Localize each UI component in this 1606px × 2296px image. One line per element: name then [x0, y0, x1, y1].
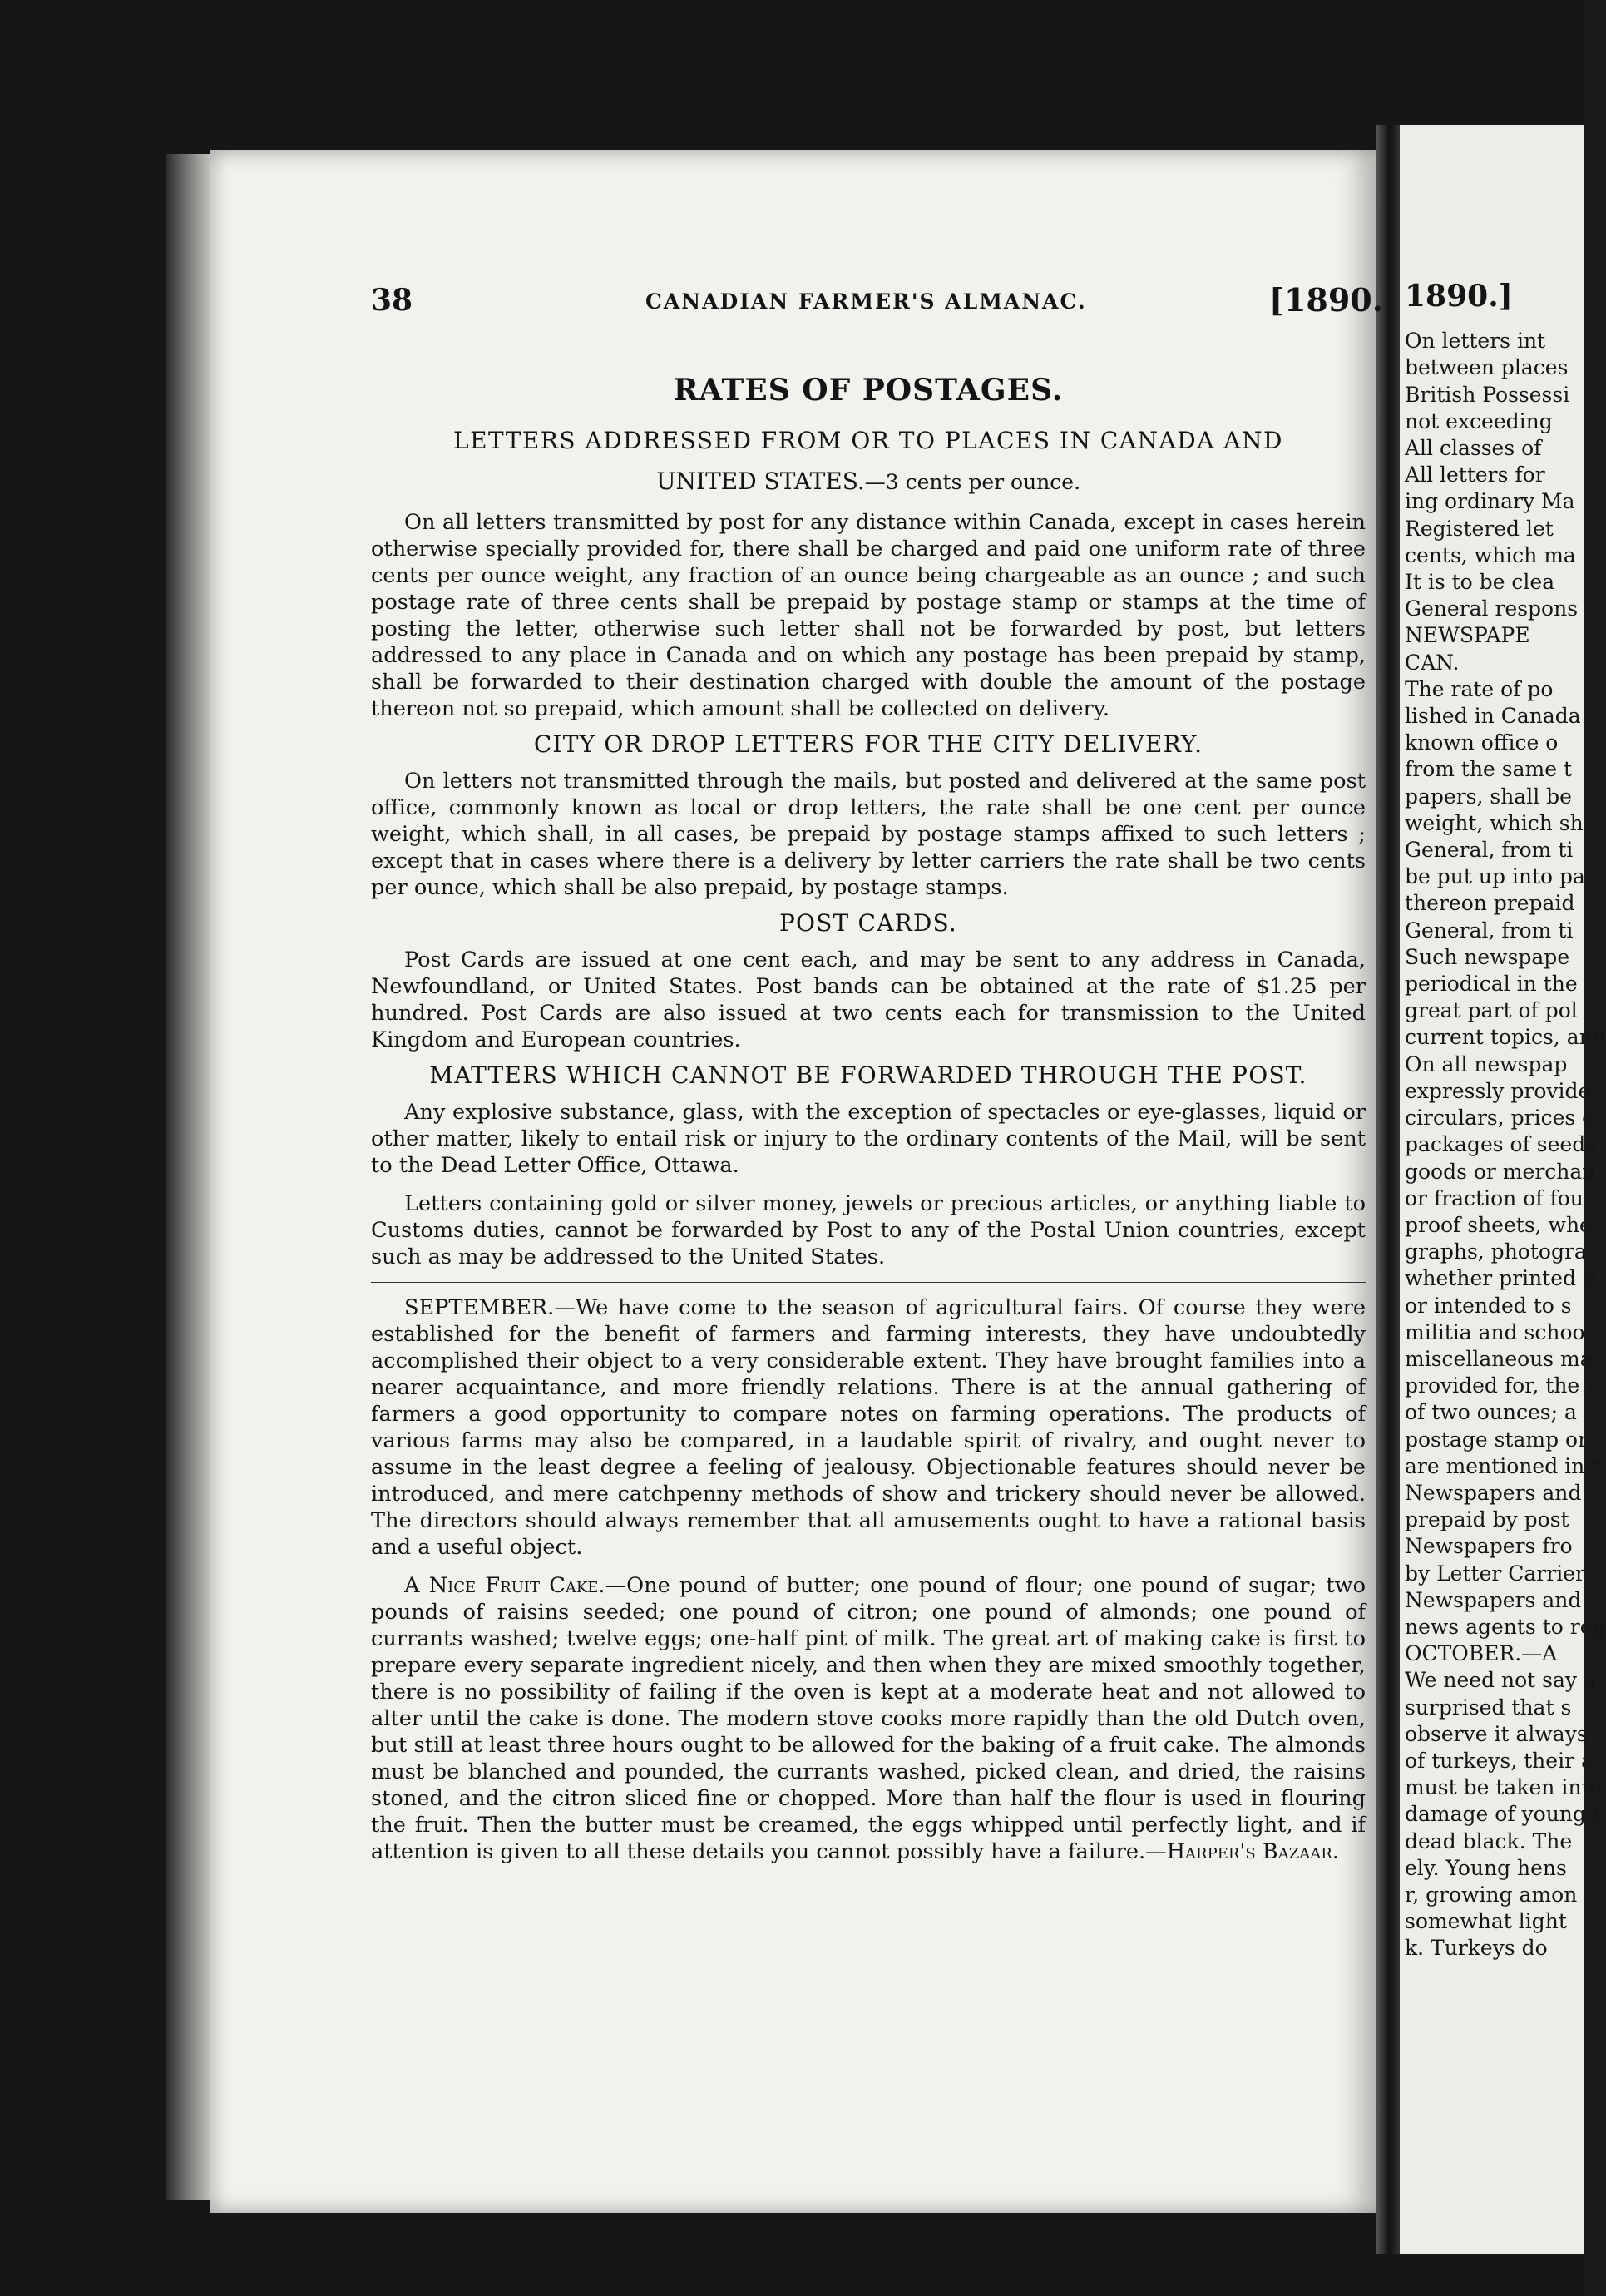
facing-page-line: k. Turkeys do — [1405, 1936, 1548, 1961]
facing-page-line: It is to be clea — [1405, 570, 1555, 595]
subtitle-country: UNITED STATES. — [655, 467, 865, 495]
fruit-cake-label: A Nice Fruit Cake. — [404, 1572, 605, 1598]
fruit-cake-text: —One pound of butter; one pound of flour; one pound of sugar; two pounds of raisins seeded; one pound of citron; one pound of almonds; one pound of currants washed; twelve eggs; one-half pint of milk. The great art of making cake is first to prepare every separate ingredient nicely, and then when they are mixed smoothly together, there is no possibility of failing if the oven is kept at a moderate heat and not allowed to alter until the cake is done. The modern stove cooks more rapidly than the old Dutch oven, but still at least three hours ought to be allowed for the baking of a fruit cake. The almonds must be blanched and pounded, the currants washed, picked clean, and dried, the raisins stoned, and the citron sliced fine or chopped. More than half the flour is used in flouring the fruit. Then the butter must be creamed, the eggs whipped until perfectly light, and if attention is given to all these details you cannot possibly have a failure. — [371, 1572, 1366, 1864]
facing-page-line: All classes of — [1405, 436, 1542, 461]
city-letters-heading: CITY OR DROP LETTERS FOR THE CITY DELIVERY. — [533, 730, 1203, 758]
post-cards-heading: POST CARDS. — [778, 908, 957, 937]
facing-page-line: circulars, prices c — [1405, 1106, 1594, 1131]
facing-page-line: or fraction of fou — [1405, 1185, 1584, 1210]
facing-page-line: packages of seeds — [1405, 1132, 1597, 1157]
facing-page-line: General respons — [1405, 596, 1579, 621]
facing-page-line: Newspapers fro — [1405, 1534, 1573, 1559]
facing-page-line: are mentioned in t — [1405, 1453, 1600, 1478]
prohibited-matters-heading: MATTERS WHICH CANNOT BE FORWARDED THROUGH THE POST. — [429, 1061, 1307, 1089]
facing-page-line: papers, shall be — [1405, 784, 1572, 809]
subtitle-line-1: LETTERS ADDRESSED FROM OR TO PLACES IN CANADA AND — [453, 427, 1283, 454]
facing-page-line: must be taken into — [1405, 1775, 1603, 1800]
facing-page-line: whether printed o — [1405, 1266, 1596, 1291]
facing-page-lines — [1405, 328, 1604, 1962]
facing-page-line: ely. Young hens — [1405, 1855, 1567, 1880]
facing-page-line: General, from ti — [1405, 838, 1574, 863]
post-cards-paragraph: Post Cards are issued at one cent each, and may be sent to any address in Canada, Newfoundland, or United States. Post bands can be obtained at the rate of $1.25 per hundred. Post Cards are also issued at two cents each for transmission to the United Kingdom and European countries. — [371, 947, 1366, 1052]
facing-page-line: news agents to reg — [1405, 1614, 1606, 1639]
city-letters-paragraph: On letters not transmitted through the mails, but posted and delivered at the same post office, commonly known as local or drop letters, the rate shall be one cent per ounce weight, which shall, in all cases, be prepaid by postage stamps affixed to such letters ; except that in cases where there is a delivery by letter carriers the rate shall be two cents per ounce, which shall be also prepaid, by postage stamps. — [371, 768, 1366, 900]
facing-page-line: be put up into pa — [1405, 864, 1585, 889]
page-edge-shadow — [166, 154, 212, 2200]
facing-page-line: great part of pol — [1405, 998, 1578, 1023]
facing-page-line: of turkeys, their a — [1405, 1748, 1594, 1773]
facing-page-line: by Letter Carrier, — [1405, 1561, 1590, 1586]
page-number: 38 — [371, 283, 413, 318]
page-title: RATES OF POSTAGES. — [673, 373, 1064, 408]
facing-page-line: On all newspap — [1405, 1052, 1568, 1076]
book-gutter — [1376, 125, 1400, 2254]
facing-page-line: OCTOBER.—A — [1405, 1641, 1558, 1666]
facing-page-line: cents, which ma — [1405, 542, 1576, 567]
facing-page-line: proof sheets, whe — [1405, 1212, 1592, 1237]
facing-page-line: CAN. — [1405, 650, 1460, 675]
facing-page-line: British Possessi — [1405, 382, 1570, 407]
letters-paragraph: On all letters transmitted by post for any distance within Canada, except in cases herein otherwise specially provided for, there shall be charged and paid one uniform rate of three cents per ounce weight, any fraction of an ounce being chargeable as an ounce ; and such postage rate of three cents shall be prepaid by postage stamp or stamps at the time of posting the letter, otherwise such letter shall not be forwarded by post, but letters addressed to any place in Canada and on which any postage has been prepaid by stamp, shall be forwarded to their destination charged with double the amount of the postage thereon not so prepaid, which amount shall be collected on delivery. — [371, 509, 1366, 721]
explosives-paragraph: Any explosive substance, glass, with the exception of spectacles or eye-glasses, liquid or other matter, likely to entail risk or injury to the ordinary contents of the Mail, will be sent to the Dead Letter Office, Ottawa. — [371, 1099, 1366, 1178]
facing-page-line: goods or merchan — [1405, 1159, 1596, 1184]
facing-page-line: Newspapers and — [1405, 1587, 1582, 1612]
facing-page-line: militia and schoo — [1405, 1319, 1585, 1344]
facing-page-line: weight, which sh — [1405, 810, 1584, 835]
header-year: [1890. — [1269, 281, 1383, 319]
facing-page — [1400, 125, 1606, 2254]
facing-page-line: NEWSPAPE — [1405, 623, 1530, 648]
september-label: SEPTEMBER. — [404, 1294, 555, 1320]
facing-page-line: miscellaneous ma — [1405, 1346, 1593, 1371]
facing-page-text — [1405, 279, 1606, 1962]
valuables-paragraph: Letters containing gold or silver money, jewels or precious articles, or anything liable to Customs duties, cannot be forwarded by Post to any of the Postal Union countries, except such as may be addressed to the United States. — [371, 1190, 1366, 1269]
fruit-cake-paragraph — [371, 1572, 1366, 1865]
running-title: CANADIAN FARMER'S ALMANAC. — [645, 289, 1087, 314]
facing-page-line: damage of young t — [1405, 1802, 1601, 1827]
facing-page-line: Newspapers and — [1405, 1480, 1582, 1505]
facing-page-line: General, from ti — [1405, 918, 1574, 943]
facing-page-line: dead black. The — [1405, 1828, 1573, 1853]
september-paragraph — [371, 1294, 1366, 1561]
facing-page-line: ing ordinary Ma — [1405, 489, 1575, 514]
facing-page-line: between places — [1405, 355, 1569, 380]
facing-page-line: somewhat light — [1405, 1909, 1567, 1934]
page-header — [371, 281, 1383, 333]
facing-page-line: graphs, photogra — [1405, 1240, 1587, 1264]
fruit-cake-source: —Harper's Bazaar. — [1145, 1838, 1339, 1864]
facing-page-line: not exceeding — [1405, 408, 1553, 433]
subtitle-line-2 — [371, 465, 1366, 497]
facing-page-line: All letters for — [1405, 463, 1545, 487]
facing-page-line: r, growing amon — [1405, 1882, 1578, 1907]
facing-page-line: postage stamp or — [1405, 1427, 1589, 1452]
facing-page-line: Such newspape — [1405, 944, 1570, 969]
facing-page-line: from the same t — [1405, 757, 1573, 782]
facing-page-line: We need not say a — [1405, 1668, 1596, 1693]
section-divider — [371, 1282, 1366, 1284]
facing-page-line: periodical in the — [1405, 972, 1578, 997]
facing-page-line: On letters int — [1405, 329, 1546, 354]
facing-page-line: observe it always — [1405, 1721, 1588, 1746]
facing-page-line: Registered let — [1405, 516, 1554, 541]
facing-page-line: known office o — [1405, 730, 1559, 755]
facing-page-line: expressly provide — [1405, 1078, 1591, 1103]
facing-page-line: The rate of po — [1405, 676, 1554, 701]
subtitle-rate: —3 cents per ounce. — [864, 469, 1081, 494]
facing-page-year: 1890.] — [1405, 279, 1513, 314]
facing-page-line: lished in Canada — [1405, 704, 1581, 729]
page-content — [371, 281, 1383, 1865]
facing-page-line: prepaid by post — [1405, 1507, 1569, 1532]
facing-page-line: current topics, and — [1405, 1025, 1606, 1050]
facing-page-line: of two ounces; a — [1405, 1400, 1577, 1425]
facing-page-line: surprised that s — [1405, 1695, 1572, 1720]
september-text: —We have come to the season of agricultural fairs. Of course they were established for the benefit of farmers and farming interests, they have undoubtedly accomplished their object to a very considerable extent. They have brought families into a nearer acquaintance, and more friendly relations. There is at the annual gathering of farmers a good opportunity to compare notes on farming operations. The products of various farms may also be compared, in a laudable spirit of rivalry, and ought never to assume in the least degree a feeling of jealousy. Objectionable features should never be introduced, and mere catchpenny methods of show and trickery should never be allowed. The directors should always remember that all amusements ought to have a rational basis and a useful object. — [371, 1294, 1366, 1560]
facing-page-line: or intended to s — [1405, 1293, 1572, 1318]
facing-page-line: provided for, the r — [1405, 1373, 1597, 1398]
facing-page-line: thereon prepaid — [1405, 891, 1575, 916]
